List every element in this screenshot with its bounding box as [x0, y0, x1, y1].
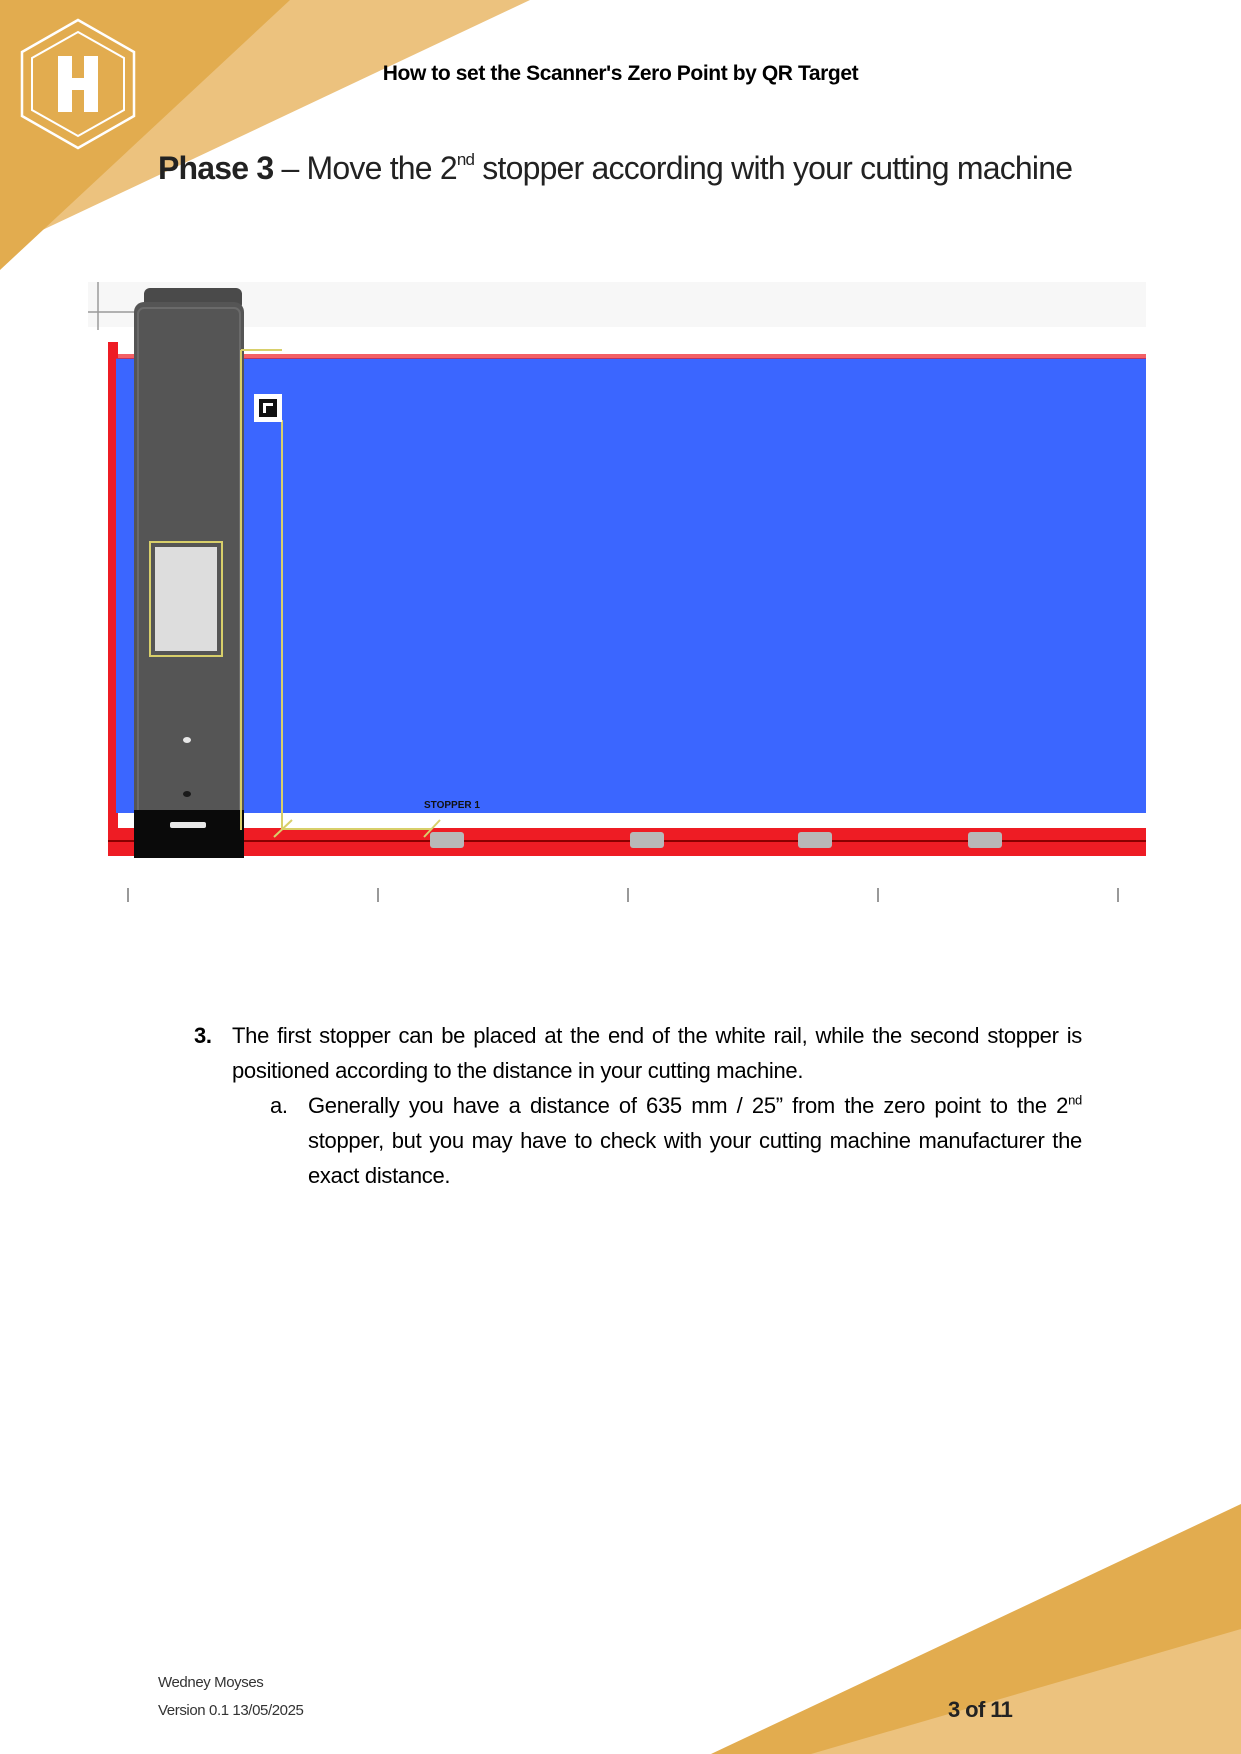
stopper-1-label: STOPPER 1 — [424, 800, 480, 811]
footer-version: Version 0.1 13/05/2025 — [158, 1702, 304, 1719]
step-number: 3. — [194, 1023, 212, 1048]
scanner-base — [134, 810, 244, 858]
step-3 — [194, 1018, 1082, 1088]
phase-superscript: nd — [456, 150, 475, 170]
blue-table — [116, 358, 1146, 813]
scanner-table-diagram — [88, 270, 1146, 910]
sub-text-after: stopper, but you may have to check with your cutting machine manufacturer the exact distance. — [308, 1128, 1082, 1188]
stopper-3 — [798, 832, 832, 848]
page-number: 3 of 11 — [948, 1697, 1013, 1722]
stopper-4 — [968, 832, 1002, 848]
phase-text-before: – Move the 2 — [273, 150, 457, 186]
stopper-2 — [630, 832, 664, 848]
instructions — [194, 1018, 1082, 1193]
document-header-title: How to set the Scanner's Zero Point by QR Target — [382, 62, 859, 85]
phase-heading — [158, 150, 1072, 187]
frame-top — [116, 354, 1146, 359]
stopper-1 — [430, 832, 464, 848]
sub-letter: a. — [270, 1093, 288, 1118]
phase-text-after: stopper according with your cutting machine — [474, 150, 1073, 186]
phase-label: Phase 3 — [158, 150, 274, 186]
sub-superscript: nd — [1068, 1092, 1082, 1108]
sub-text-before: Generally you have a distance of 635 mm / 25” from the zero point to the 2 — [308, 1093, 1069, 1118]
step-text: The first stopper can be placed at the end of the white rail, while the second stopper is positioned according to the distance in your cutting machine. — [232, 1023, 1082, 1083]
step-3-sub-a — [270, 1088, 1082, 1193]
sub-text — [308, 1088, 1082, 1193]
footer-author: Wedney Moyses — [158, 1674, 264, 1691]
